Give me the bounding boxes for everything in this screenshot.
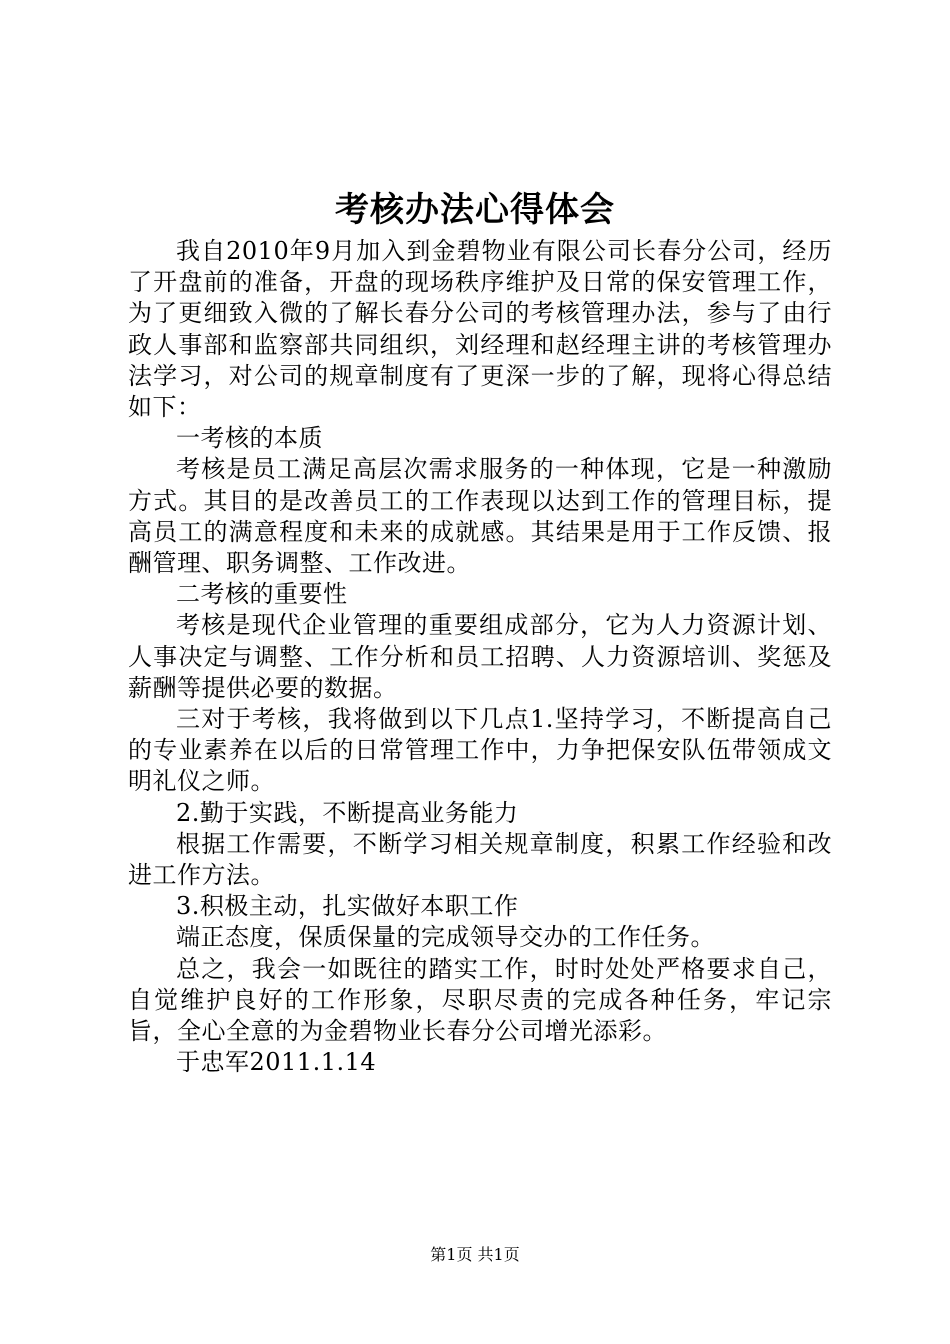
document-title: 考核办法心得体会 xyxy=(335,190,615,230)
page-footer: 第1页 共1页 xyxy=(430,1245,520,1264)
paragraph-list-item-2: 根据工作需要，不断学习相关规章制度，积累工作经验和改进工作方法。 xyxy=(128,829,832,890)
paragraph-intro: 我自2010年9月加入到金碧物业有限公司长春分公司，经历了开盘前的准备，开盘的现场秩序维护及日常的保安管理工作，为了更细致入微的了解长春分公司的考核管理办法，参与了由行政人事部和监察部共同组织，刘经理和赵经理主讲的考核管理办法学习，对公司的规章制度有了更深一步的了解，现将心得总结如下： xyxy=(128,237,832,422)
section-heading-1: 一考核的本质 xyxy=(176,424,323,453)
list-item-3: 3.积极主动，扎实做好本职工作 xyxy=(176,892,519,921)
paragraph-section-2: 考核是现代企业管理的重要组成部分，它为人力资源计划、人事决定与调整、工作分析和员工招聘、人力资源培训、奖惩及薪酬等提供必要的数据。 xyxy=(128,611,832,702)
list-item-2: 2.勤于实践，不断提高业务能力 xyxy=(176,798,519,827)
paragraph-section-3: 三对于考核，我将做到以下几点1.坚持学习，不断提高自己的专业素养在以后的日常管理工作中，力争把保安队伍带领成文明礼仪之师。 xyxy=(128,705,832,796)
document-body xyxy=(128,236,832,1078)
section-heading-2: 二考核的重要性 xyxy=(176,580,348,609)
paragraph-section-1: 考核是员工满足高层次需求服务的一种体现，它是一种激励方式。其目的是改善员工的工作表现以达到工作的管理目标，提高员工的满意程度和未来的成就感。其结果是用于工作反馈、报酬管理、职务调整、工作改进。 xyxy=(128,455,832,578)
signature-line: 于忠军2011.1.14 xyxy=(176,1048,377,1077)
paragraph-list-item-3: 端正态度，保质保量的完成领导交办的工作任务。 xyxy=(176,923,715,952)
paragraph-conclusion: 总之，我会一如既往的踏实工作，时时处处严格要求自己，自觉维护良好的工作形象，尽职尽责的完成各种任务，牢记宗旨，全心全意的为金碧物业长春分公司增光添彩。 xyxy=(128,954,832,1046)
